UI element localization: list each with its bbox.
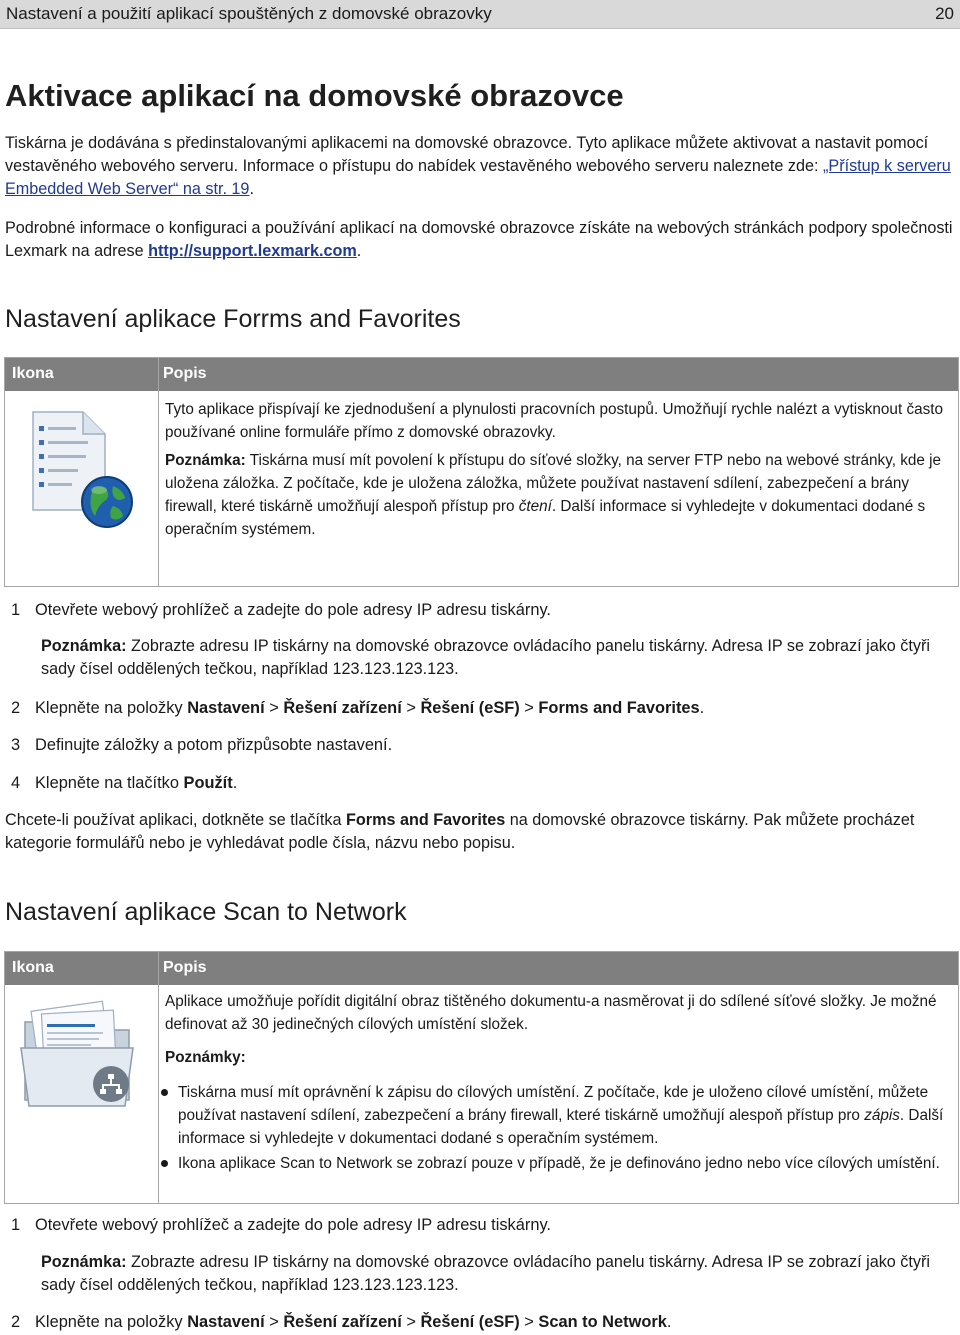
support-link[interactable]: http://support.lexmark.com — [148, 242, 357, 260]
scan-notes-label: Poznámky: — [165, 1049, 246, 1066]
scan-step-1-note: Poznámka: Zobrazte adresu IP tiskárny na domovské obrazovce ovládacího panelu tiskárny. Adresa IP se zobrazí jako čtyři sady čísel oddělených tečkou, například 123.123.123.123. — [41, 1253, 930, 1294]
forms-note: Poznámka: Tiskárna musí mít povolení k přístupu do síťové složky, na server FTP nebo na webové stránky, kde je uložena záložka. Z počítače, kde je uložena záložka, můžete používat nastavení sdílení, zabezpečení a brány firewall, které tiskárně umožňují alespoň přístup pro čtení. Další informace si vyhledejte v dokumentaci dodané s operačním systémem. — [165, 452, 942, 538]
scan-table-header — [5, 952, 958, 985]
col-header-icon: Ikona — [12, 959, 54, 976]
forms-step-2: 2 Klepněte na položky Nastavení > Řešení zařízení > Řešení (eSF) > Forms and Favorites. — [11, 699, 705, 717]
scan-note-bullet-1: Tiskárna musí mít oprávnění k zápisu do cílových umístění. Z počítače, kde je uloženo cílové umístění, můžete používat nastavení sdílení, zabezpečení a brány firewall, které tiskárně umožňují alespoň přístup pro zápis. Další informace si vyhledejte v dokumentaci dodané s operačním systémem. — [178, 1081, 953, 1150]
page-title: Aktivace aplikací na domovské obrazovce — [5, 78, 624, 113]
col-header-description: Popis — [163, 365, 207, 382]
bullet-dot — [161, 1089, 168, 1096]
support-paragraph: Podrobné informace o konfiguraci a používání aplikací na domovské obrazovce získáte na webových stránkách podpory společnosti Lexmark na adrese http://support.lexmark.com. — [5, 219, 953, 260]
scan-to-network-icon — [17, 996, 141, 1114]
scan-description: Aplikace umožňuje pořídit digitální obraz tištěného dokumentu-a nasměrovat ji do sdílené síťové složky. Je možné definovat až 30 jedinečných cílových umístění složek. — [165, 993, 937, 1033]
bullet-dot — [161, 1160, 168, 1167]
section-title-scan: Nastavení aplikace Scan to Network — [5, 898, 407, 926]
col-header-description: Popis — [163, 959, 207, 976]
page-number: 20 — [935, 4, 954, 23]
forms-step-1-note: Poznámka: Zobrazte adresu IP tiskárny na domovské obrazovce ovládacího panelu tiskárny. Adresa IP se zobrazí jako čtyři sady čísel oddělených tečkou, například 123.123.123.123. — [41, 637, 930, 678]
forms-table — [4, 357, 959, 587]
page-header — [0, 0, 960, 29]
chapter-title: Nastavení a použití aplikací spouštěných z domovské obrazovky — [6, 4, 492, 23]
forms-closing-paragraph: Chcete-li používat aplikaci, dotkněte se tlačítka Forms and Favorites na domovské obrazovce tiskárny. Pak můžete procházet kategorie formulářů nebo je vyhledávat podle čísla, názvu nebo popisu. — [5, 811, 915, 852]
intro-paragraph: Tiskárna je dodávána s předinstalovanými aplikacemi na domovské obrazovce. Tyto aplikace můžete aktivovat a nastavit pomocí vestavěného webového serveru. Informace o přístupu do nabídek vestavěného webového serveru naleznete zde: „Přístup k serveru Embedded Web Server“ na str. 19. — [5, 134, 951, 198]
forms-description: Tyto aplikace přispívají ke zjednodušení a plynulosti pracovních postupů. Umožňují rychle nalézt a vytisknout často používané online formuláře přímo z domovské obrazovky. — [165, 401, 944, 441]
scan-note-bullet-2: Ikona aplikace Scan to Network se zobrazí pouze v případě, že je definováno jedno nebo více cílových umístění. — [178, 1152, 953, 1175]
forms-and-favorites-icon — [23, 406, 135, 532]
forms-step-3: 3 Definujte záložky a potom přizpůsobte nastavení. — [11, 736, 393, 754]
forms-step-1: 1 Otevřete webový prohlížeč a zadejte do pole adresy IP adresu tiskárny. — [11, 601, 551, 619]
scan-step-2: 2 Klepněte na položky Nastavení > Řešení zařízení > Řešení (eSF) > Scan to Network. — [11, 1313, 672, 1331]
column-divider — [158, 358, 159, 586]
forms-step-4: 4 Klepněte na tlačítko Použít. — [11, 774, 238, 792]
forms-table-header — [5, 358, 958, 391]
ews-access-link[interactable]: „Přístup k serveru Embedded Web Server“ na str. 19 — [5, 157, 951, 198]
section-title-forms: Nastavení aplikace Forrms and Favorites — [5, 305, 461, 333]
col-header-icon: Ikona — [12, 365, 54, 382]
scan-step-1: 1 Otevřete webový prohlížeč a zadejte do pole adresy IP adresu tiskárny. — [11, 1216, 551, 1234]
column-divider — [158, 952, 159, 1203]
